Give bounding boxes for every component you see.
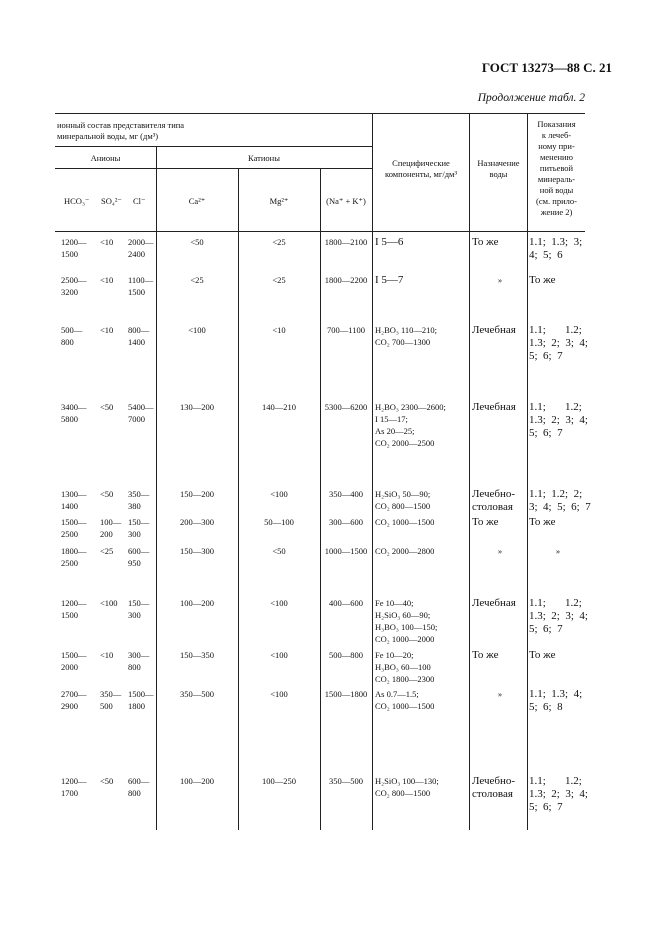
col-divider-specific-purpose — [469, 113, 470, 830]
cell-spec: H₂BO₃ 110—210; CO₂ 700—1300 — [375, 325, 438, 347]
cell-nak: 5300—6200 — [324, 402, 368, 412]
cell-hco3: 1500— 2000 — [61, 650, 87, 672]
cell-ca: 130—200 — [180, 402, 214, 412]
cell-purpose: То же — [472, 649, 499, 661]
cell-mg: <25 — [272, 237, 286, 247]
cell-cl: 600— 950 — [128, 546, 150, 568]
cell-cl: 150— 300 — [128, 517, 150, 539]
cell-purpose: » — [497, 275, 503, 285]
cell-nak: 1500—1800 — [324, 689, 368, 699]
cell-ind: 1.1; 1.3; 3; 4; 5; 6 — [529, 236, 583, 261]
table-continuation-label: Продолжение табл. 2 — [477, 92, 585, 104]
cell-ca: 150—300 — [180, 546, 214, 556]
header-hco3: HCO₃⁻ — [64, 196, 90, 206]
header-specific-components: Специфические компоненты, мг/дм³ — [385, 158, 457, 179]
page-header: ГОСТ 13273—88 С. 21 — [481, 60, 612, 75]
cell-ca: <100 — [188, 325, 206, 335]
header-ionic-composition: ионный состав представителя типа минеральной воды, мг (дм³) — [57, 120, 185, 141]
cell-ca: 150—350 — [180, 650, 214, 660]
header-indications: Показания к лечеб- ному при- менению питьевой минераль- ной воды (см. прило- жение 2) — [536, 119, 577, 217]
cell-ind: 1.1; 1.2; 1.3; 2; 3; 4; 5; 6; 7 — [529, 324, 588, 362]
cell-cl: 1100— 1500 — [128, 275, 154, 297]
cell-hco3: 1200— 1500 — [61, 598, 87, 620]
cell-ca: <50 — [190, 237, 204, 247]
cell-spec: As 0.7—1.5; CO₂ 1000—1500 — [375, 689, 435, 711]
cell-nak: 1800—2200 — [324, 275, 368, 285]
cell-purpose: » — [497, 689, 503, 699]
cell-nak: 500—800 — [329, 650, 363, 660]
cell-spec: Fe 10—40; H₂SiO₃ 60—90; H₃BO₃ 100—150; CO₂ 1000—2000 — [375, 598, 438, 644]
cell-mg: 140—210 — [262, 402, 296, 412]
cell-cl: 5400— 7000 — [128, 402, 154, 424]
cell-cl: 800— 1400 — [128, 325, 150, 347]
cell-purpose: » — [497, 546, 503, 556]
cell-mg: <25 — [272, 275, 286, 285]
cell-purpose: То же — [472, 516, 499, 528]
cell-mg: <100 — [270, 489, 288, 499]
cell-hco3: 1200— 1500 — [61, 237, 87, 259]
header-na-k: (Na⁺ + K⁺) — [326, 196, 366, 206]
cell-mg: 50—100 — [264, 517, 294, 527]
cell-spec: H₂BO₃ 2300—2600; I 15—17; As 20—25; CO₂ 2000—2500 — [375, 402, 446, 448]
cell-spec: H₂SiO₃ 100—130; CO₂ 800—1500 — [375, 776, 439, 798]
cell-hco3: 1500— 2500 — [61, 517, 87, 539]
cell-hco3: 1800— 2500 — [61, 546, 87, 568]
cell-nak: 1800—2100 — [324, 237, 368, 247]
cell-cl: 150— 300 — [128, 598, 150, 620]
cell-so4: <25 — [100, 546, 114, 556]
cell-so4: <10 — [100, 275, 114, 285]
cell-nak: 300—600 — [329, 517, 363, 527]
header-so4: SO₄²⁻ — [101, 196, 122, 206]
cell-cl: 2000— 2400 — [128, 237, 154, 259]
header-anions: Анионы — [90, 153, 121, 163]
cell-hco3: 2500— 3200 — [61, 275, 87, 297]
cell-nak: 400—600 — [329, 598, 363, 608]
col-divider-purpose-indications — [527, 113, 528, 830]
cell-mg: <10 — [272, 325, 286, 335]
cell-ca: 100—200 — [180, 776, 214, 786]
cell-so4: 350— 500 — [100, 689, 122, 711]
cell-spec: I 5—7 — [375, 274, 404, 286]
cell-ca: 350—500 — [180, 689, 214, 699]
cell-purpose: Лечебная — [472, 324, 516, 336]
header-purpose: Назначение воды — [477, 158, 520, 179]
cell-ca: 200—300 — [180, 517, 214, 527]
header-cations: Катионы — [248, 153, 280, 163]
cell-ind: 1.1; 1.2; 1.3; 2; 3; 4; 5; 6; 7 — [529, 597, 588, 635]
cell-mg: <100 — [270, 689, 288, 699]
cell-hco3: 1200— 1700 — [61, 776, 87, 798]
cell-ind: То же — [529, 516, 556, 528]
cell-nak: 350—400 — [329, 489, 363, 499]
header-cl: Cl⁻ — [133, 196, 146, 206]
cell-ca: <25 — [190, 275, 204, 285]
cell-ind: 1.1; 1.2; 2; 3; 4; 5; 6; 7 — [529, 488, 591, 513]
cell-spec: CO₂ 2000—2800 — [375, 546, 435, 556]
cell-mg: <100 — [270, 650, 288, 660]
cell-spec: H₂SiO₃ 50—90; CO₂ 800—1500 — [375, 489, 431, 511]
cell-so4: <10 — [100, 325, 114, 335]
cell-ca: 100—200 — [180, 598, 214, 608]
cell-mg: 100—250 — [262, 776, 296, 786]
anion-cation-divider — [55, 168, 373, 169]
cell-ind: То же — [529, 649, 556, 661]
cell-spec: CO₂ 1000—1500 — [375, 517, 435, 527]
cell-purpose: Лечебно- столовая — [472, 775, 516, 800]
cell-purpose: Лечебная — [472, 597, 516, 609]
cell-so4: <50 — [100, 776, 114, 786]
cell-purpose: То же — [472, 236, 499, 248]
cell-mg: <100 — [270, 598, 288, 608]
cell-mg: <50 — [272, 546, 286, 556]
cell-ind: То же — [529, 274, 556, 286]
cell-nak: 350—500 — [329, 776, 363, 786]
cell-ind: 1.1; 1.3; 4; 5; 6; 8 — [529, 688, 583, 713]
cell-so4: <10 — [100, 237, 114, 247]
cell-hco3: 1300— 1400 — [61, 489, 87, 511]
cell-cl: 300— 800 — [128, 650, 150, 672]
cell-cl: 600— 800 — [128, 776, 150, 798]
cell-cl: 1500— 1800 — [128, 689, 154, 711]
table-top-border — [55, 113, 585, 114]
cell-so4: <50 — [100, 489, 114, 499]
cell-spec: Fe 10—20; H₃BO₃ 60—100 CO₂ 1800—2300 — [375, 650, 435, 684]
col-divider-ions-specific — [372, 113, 373, 830]
cell-so4: 100— 200 — [100, 517, 122, 539]
cell-ind: » — [555, 546, 561, 556]
header-ca: Ca²⁺ — [188, 196, 206, 206]
cell-so4: <100 — [100, 598, 118, 608]
cell-hco3: 500— 800 — [61, 325, 83, 347]
cell-nak: 1000—1500 — [324, 546, 368, 556]
ionic-header-divider — [55, 146, 373, 147]
cell-spec: I 5—6 — [375, 236, 404, 248]
cell-cl: 350— 380 — [128, 489, 150, 511]
cell-purpose: Лечебно- столовая — [472, 488, 516, 513]
cell-so4: <50 — [100, 402, 114, 412]
cell-hco3: 2700— 2900 — [61, 689, 87, 711]
cell-hco3: 3400— 5800 — [61, 402, 87, 424]
cell-ca: 150—200 — [180, 489, 214, 499]
cell-so4: <10 — [100, 650, 114, 660]
cell-purpose: Лечебная — [472, 401, 516, 413]
header-mg: Mg²⁺ — [269, 196, 289, 206]
cell-ind: 1.1; 1.2; 1.3; 2; 3; 4; 5; 6; 7 — [529, 775, 588, 813]
cell-nak: 700—1100 — [327, 325, 365, 335]
cell-ind: 1.1; 1.2; 1.3; 2; 3; 4; 5; 6; 7 — [529, 401, 588, 439]
